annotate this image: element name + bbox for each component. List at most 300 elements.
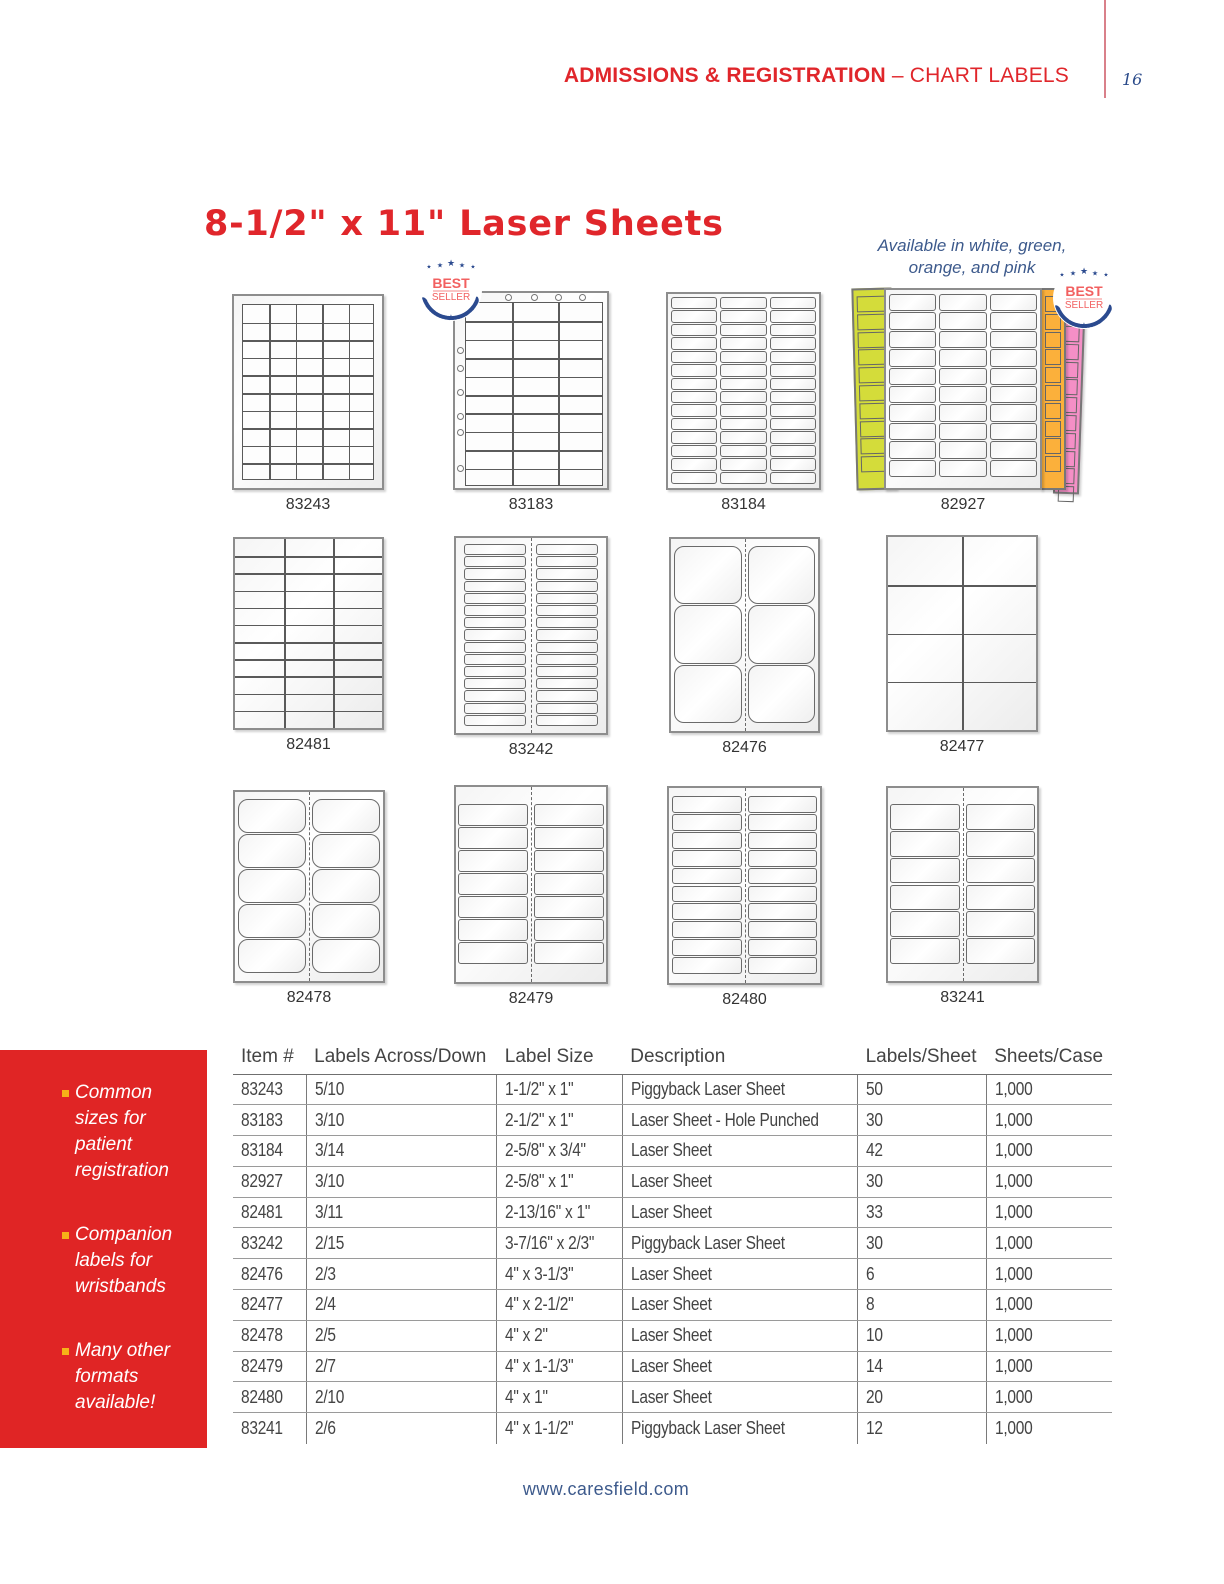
table-cell: [497, 1197, 622, 1228]
label-cell: [464, 629, 526, 640]
sheet-item-83242: [454, 536, 608, 758]
label-cell: [534, 873, 604, 895]
label-cell: [464, 556, 526, 567]
label-cell: [238, 939, 306, 973]
label-grid: [235, 539, 382, 728]
label-cell: [966, 885, 1036, 911]
table-cell: [306, 1320, 497, 1351]
grid-line: [235, 676, 382, 678]
table-cell: [497, 1351, 622, 1382]
label-cell: [464, 581, 526, 592]
table-cell: [858, 1166, 987, 1197]
label-cell: [1045, 332, 1061, 348]
label-cell: [889, 460, 936, 477]
label-cell: [458, 919, 528, 941]
perforation-line: [531, 538, 532, 733]
label-cell: [672, 957, 742, 974]
table-row: [233, 1382, 1112, 1413]
punch-hole: [457, 389, 464, 396]
cell-value: 1,000: [994, 1140, 1033, 1161]
header-separator: –: [885, 64, 910, 87]
cell-value: 4" x 1-1/2": [505, 1417, 574, 1438]
best-seller-badge: [1050, 262, 1118, 330]
svg-text:★: ★: [1079, 266, 1089, 276]
label-cell: [748, 921, 818, 938]
label-cell: [770, 337, 816, 349]
table-cell: [858, 1290, 987, 1321]
grid-line: [466, 450, 602, 452]
svg-text:★: ★: [447, 313, 455, 322]
grid-line: [466, 340, 602, 342]
label-cell: [672, 921, 742, 938]
label-cell: [939, 368, 986, 385]
cell-value: Laser Sheet: [630, 1263, 712, 1284]
label-cell: [536, 617, 598, 628]
label-cell: [672, 886, 742, 903]
label-cell: [770, 472, 816, 484]
label-cell: [464, 703, 526, 714]
label-cell: [671, 364, 717, 376]
label-cell: [889, 423, 936, 440]
label-cell: [536, 581, 598, 592]
label-cell: [534, 804, 604, 826]
table-cell: [497, 1382, 622, 1413]
label-cell: [720, 351, 766, 363]
grid-line: [235, 711, 382, 713]
perforation-line: [309, 792, 310, 981]
label-cell: [720, 445, 766, 457]
label-cell: [671, 310, 717, 322]
table-cell: [622, 1351, 857, 1382]
table-cell: [858, 1351, 987, 1382]
sheet-caption: 82477: [939, 738, 985, 755]
punch-hole: [531, 294, 538, 301]
label-cell: [672, 868, 742, 885]
label-cell: [770, 351, 816, 363]
cell-value: 83242: [241, 1232, 283, 1253]
label-grid: [465, 302, 603, 486]
label-cell: [770, 378, 816, 390]
cell-value: 1,000: [994, 1356, 1033, 1377]
label-cell: [1045, 456, 1061, 472]
cell-value: 4" x 3-1/3": [505, 1263, 574, 1284]
sheet-item-82476: [669, 537, 820, 756]
table-cell: [497, 1166, 622, 1197]
cell-value: 3/10: [314, 1171, 344, 1192]
table-cell: [233, 1166, 306, 1197]
label-cell: [857, 296, 887, 313]
grid-line: [888, 682, 1036, 684]
square-bullet-icon: [62, 1090, 69, 1097]
perforation-line: [745, 788, 746, 983]
label-cell: [748, 814, 818, 831]
label-cell: [770, 297, 816, 309]
cell-value: 2/15: [314, 1232, 344, 1253]
grid-line: [466, 432, 602, 434]
table-cell: [306, 1166, 497, 1197]
grid-line: [322, 305, 324, 479]
label-cell: [672, 814, 742, 831]
table-cell: [858, 1413, 987, 1444]
cell-value: Laser Sheet: [630, 1386, 712, 1407]
table-cell: [497, 1074, 622, 1105]
table-cell: [306, 1382, 497, 1413]
label-cell: [748, 957, 818, 974]
sheet-caption: 82476: [722, 739, 767, 756]
table-cell: [233, 1290, 306, 1321]
label-cell: [890, 858, 960, 884]
grid-line: [243, 463, 373, 465]
label-cell: [748, 605, 816, 664]
sheet-caption: 83242: [508, 741, 554, 758]
punch-hole: [555, 294, 562, 301]
svg-text:BEST: BEST: [1065, 283, 1103, 299]
svg-text:SELLER: SELLER: [431, 292, 471, 303]
table-cell: [233, 1351, 306, 1382]
label-cell: [238, 869, 306, 903]
label-sheet: [669, 537, 820, 733]
cell-value: 33: [866, 1202, 883, 1223]
svg-text:★: ★: [470, 264, 476, 271]
grid-line: [466, 469, 602, 471]
label-cell: [990, 312, 1037, 329]
feature-bullet: [62, 1338, 197, 1416]
label-cell: [748, 939, 818, 956]
cell-value: 1,000: [994, 1263, 1033, 1284]
label-cell: [770, 418, 816, 430]
table-cell: [986, 1351, 1112, 1382]
label-cell: [1045, 385, 1061, 401]
label-cell: [536, 715, 598, 726]
label-cell: [748, 868, 818, 885]
grid-line: [466, 377, 602, 379]
sheet-caption: 83183: [508, 496, 554, 513]
sheet-caption: 82478: [286, 989, 332, 1006]
perforation-line: [745, 539, 746, 731]
label-cell: [720, 337, 766, 349]
label-cell: [720, 324, 766, 336]
grid-line: [284, 539, 286, 728]
label-cell: [890, 911, 960, 937]
label-cell: [720, 418, 766, 430]
svg-text:★: ★: [446, 258, 456, 268]
svg-text:★: ★: [426, 264, 432, 271]
label-cell: [238, 834, 306, 868]
table-cell: [622, 1413, 857, 1444]
label-cell: [536, 544, 598, 555]
punch-hole: [457, 365, 464, 372]
page-header: [564, 64, 1069, 88]
label-cell: [966, 938, 1036, 964]
table-cell: [622, 1136, 857, 1167]
label-cell: [671, 297, 717, 309]
cell-value: 6: [866, 1263, 875, 1284]
table-row: [233, 1197, 1112, 1228]
label-cell: [671, 472, 717, 484]
cell-value: 1,000: [994, 1294, 1033, 1315]
label-sheet: [233, 790, 385, 983]
table-cell: [497, 1228, 622, 1259]
grid-line: [466, 321, 602, 323]
grid-line: [243, 411, 373, 413]
label-cell: [890, 804, 960, 830]
label-cell: [770, 324, 816, 336]
label-cell: [464, 678, 526, 689]
label-cell: [889, 312, 936, 329]
grid-line: [296, 305, 298, 479]
label-cell: [990, 294, 1037, 311]
label-cell: [671, 391, 717, 403]
label-sheet: [454, 785, 608, 984]
table-header-row: [233, 1041, 1112, 1074]
cell-value: 1,000: [994, 1078, 1033, 1099]
cell-value: 4" x 2-1/2": [505, 1294, 574, 1315]
label-cell: [464, 715, 526, 726]
label-cell: [966, 858, 1036, 884]
label-cell: [889, 386, 936, 403]
label-cell: [534, 827, 604, 849]
svg-text:★: ★: [436, 262, 444, 270]
table-cell: [306, 1290, 497, 1321]
cell-value: 3/10: [314, 1109, 344, 1130]
table-cell: [858, 1074, 987, 1105]
cell-value: 10: [866, 1325, 883, 1346]
svg-text:★: ★: [1059, 272, 1065, 279]
label-cell: [312, 799, 380, 833]
label-sheet: [884, 288, 1042, 490]
column-header: Item #: [233, 1041, 306, 1074]
svg-text:★: ★: [1103, 272, 1109, 279]
label-cell: [464, 666, 526, 677]
label-cell: [672, 850, 742, 867]
cell-value: 1-1/2" x 1": [505, 1078, 574, 1099]
cell-value: Laser Sheet: [630, 1356, 712, 1377]
label-cell: [857, 313, 887, 330]
table-body: [233, 1074, 1112, 1444]
label-cell: [720, 431, 766, 443]
square-bullet-icon: [62, 1348, 69, 1355]
table-cell: [233, 1259, 306, 1290]
label-cell: [536, 605, 598, 616]
table-cell: [986, 1320, 1112, 1351]
punch-hole: [457, 413, 464, 420]
table-cell: [622, 1259, 857, 1290]
feature-bullet: [62, 1222, 197, 1300]
label-cell: [889, 349, 936, 366]
table-cell: [233, 1136, 306, 1167]
cell-value: 20: [866, 1386, 883, 1407]
label-cell: [671, 404, 717, 416]
label-cell: [748, 850, 818, 867]
table-cell: [986, 1413, 1112, 1444]
label-cell: [534, 919, 604, 941]
sheet-item-83243: [232, 294, 384, 513]
sheet-item-82480: [667, 786, 822, 1008]
label-cell: [890, 885, 960, 911]
label-cell: [671, 324, 717, 336]
label-cell: [890, 831, 960, 857]
cell-value: 1,000: [994, 1171, 1033, 1192]
table-cell: [306, 1413, 497, 1444]
cell-value: 82481: [241, 1202, 283, 1223]
label-cell: [238, 799, 306, 833]
table-cell: [233, 1105, 306, 1136]
label-cell: [770, 431, 816, 443]
header-divider: [1104, 0, 1106, 98]
cell-value: 82479: [241, 1356, 283, 1377]
grid-line: [558, 303, 560, 485]
label-cell: [238, 904, 306, 938]
label-cell: [458, 896, 528, 918]
best-seller-badge: [417, 254, 485, 322]
punch-hole: [457, 465, 464, 472]
label-cell: [312, 869, 380, 903]
label-cell: [748, 796, 818, 813]
sheet-caption: 82481: [286, 736, 331, 753]
label-cell: [720, 364, 766, 376]
table-cell: [233, 1320, 306, 1351]
cell-value: 2-13/16" x 1": [505, 1202, 591, 1223]
table-row: [233, 1259, 1112, 1290]
sheet-item-82477: [886, 535, 1038, 755]
cell-value: 30: [866, 1109, 883, 1130]
table-cell: [858, 1228, 987, 1259]
grid-line: [243, 358, 373, 360]
table-cell: [306, 1136, 497, 1167]
grid-line: [243, 375, 373, 377]
cell-value: 1,000: [994, 1202, 1033, 1223]
label-cell: [464, 568, 526, 579]
svg-text:★: ★: [458, 262, 466, 270]
grid-line: [243, 428, 373, 430]
cell-value: Laser Sheet: [630, 1325, 712, 1346]
table-cell: [233, 1382, 306, 1413]
grid-line: [512, 303, 514, 485]
grid-line: [888, 585, 1036, 587]
laurel-wreath-icon: [417, 254, 485, 322]
label-cell: [990, 423, 1037, 440]
cell-value: 2-5/8" x 1": [505, 1171, 574, 1192]
label-cell: [312, 904, 380, 938]
grid-line: [243, 323, 373, 325]
cell-value: 5/10: [314, 1078, 344, 1099]
label-cell: [990, 331, 1037, 348]
cell-value: 4" x 2": [505, 1325, 549, 1346]
table-row: [233, 1105, 1112, 1136]
grid-line: [269, 305, 271, 479]
label-cell: [671, 378, 717, 390]
website-link[interactable]: www.caresfield.com: [522, 1479, 690, 1499]
label-cell: [1045, 367, 1061, 383]
grid-line: [235, 659, 382, 661]
label-cell: [990, 404, 1037, 421]
laurel-wreath-icon: [1050, 262, 1118, 330]
square-bullet-icon: [62, 1232, 69, 1239]
label-cell: [770, 404, 816, 416]
grid-line: [888, 634, 1036, 636]
table-cell: [986, 1382, 1112, 1413]
table-cell: [858, 1105, 987, 1136]
page-number: 16: [1122, 70, 1143, 89]
table-row: [233, 1136, 1112, 1167]
label-cell: [672, 832, 742, 849]
label-cell: [464, 617, 526, 628]
grid-line: [235, 591, 382, 593]
label-cell: [770, 391, 816, 403]
cell-value: 82476: [241, 1263, 283, 1284]
cell-value: 2/4: [314, 1294, 336, 1315]
sheet-item-82481: [233, 537, 384, 753]
table-cell: [497, 1413, 622, 1444]
label-cell: [534, 896, 604, 918]
table-cell: [497, 1136, 622, 1167]
table-cell: [986, 1105, 1112, 1136]
grid-line: [333, 539, 335, 728]
label-cell: [671, 351, 717, 363]
label-cell: [889, 404, 936, 421]
sheet-item-82478: [233, 790, 385, 1006]
grid-line: [466, 413, 602, 415]
label-cell: [939, 312, 986, 329]
cell-value: Laser Sheet: [630, 1171, 712, 1192]
label-cell: [748, 903, 818, 920]
label-cell: [720, 391, 766, 403]
label-cell: [536, 593, 598, 604]
label-cell: [990, 349, 1037, 366]
punch-hole: [457, 347, 464, 354]
label-cell: [939, 460, 986, 477]
label-cell: [939, 331, 986, 348]
cell-value: 82480: [241, 1386, 283, 1407]
cell-value: 12: [866, 1417, 883, 1438]
label-cell: [966, 911, 1036, 937]
table-cell: [986, 1136, 1112, 1167]
label-cell: [536, 629, 598, 640]
label-cell: [672, 903, 742, 920]
svg-text:SELLER: SELLER: [1064, 300, 1104, 311]
cell-value: 50: [866, 1078, 883, 1099]
cell-value: 8: [866, 1294, 875, 1315]
cell-value: 42: [866, 1140, 883, 1161]
label-cell: [770, 310, 816, 322]
table-cell: [306, 1259, 497, 1290]
feature-bullet-text: Companion labels for wristbands: [75, 1224, 173, 1297]
label-cell: [990, 368, 1037, 385]
table-row: [233, 1166, 1112, 1197]
sheet-caption: 83184: [721, 496, 766, 513]
availability-note-line2: orange, and pink: [908, 258, 1036, 277]
label-cell: [720, 297, 766, 309]
label-cell: [1045, 421, 1061, 437]
spec-table: [233, 1041, 1112, 1444]
label-cell: [1045, 349, 1061, 365]
cell-value: 2-5/8" x 3/4": [505, 1140, 587, 1161]
cell-value: 30: [866, 1171, 883, 1192]
sheet-item-82479: [454, 785, 608, 1007]
grid-line: [235, 694, 382, 696]
header-section: ADMISSIONS & REGISTRATION: [563, 64, 886, 87]
label-cell: [990, 460, 1037, 477]
label-cell: [720, 472, 766, 484]
page-title: 8-1/2" x 11" Laser Sheets: [204, 204, 724, 244]
cell-value: 2-1/2" x 1": [505, 1109, 574, 1130]
label-cell: [536, 642, 598, 653]
cell-value: 1,000: [994, 1417, 1033, 1438]
sheet-caption: 83241: [940, 989, 985, 1006]
label-cell: [939, 349, 986, 366]
cell-value: 83243: [241, 1078, 283, 1099]
cell-value: 1,000: [994, 1232, 1033, 1253]
